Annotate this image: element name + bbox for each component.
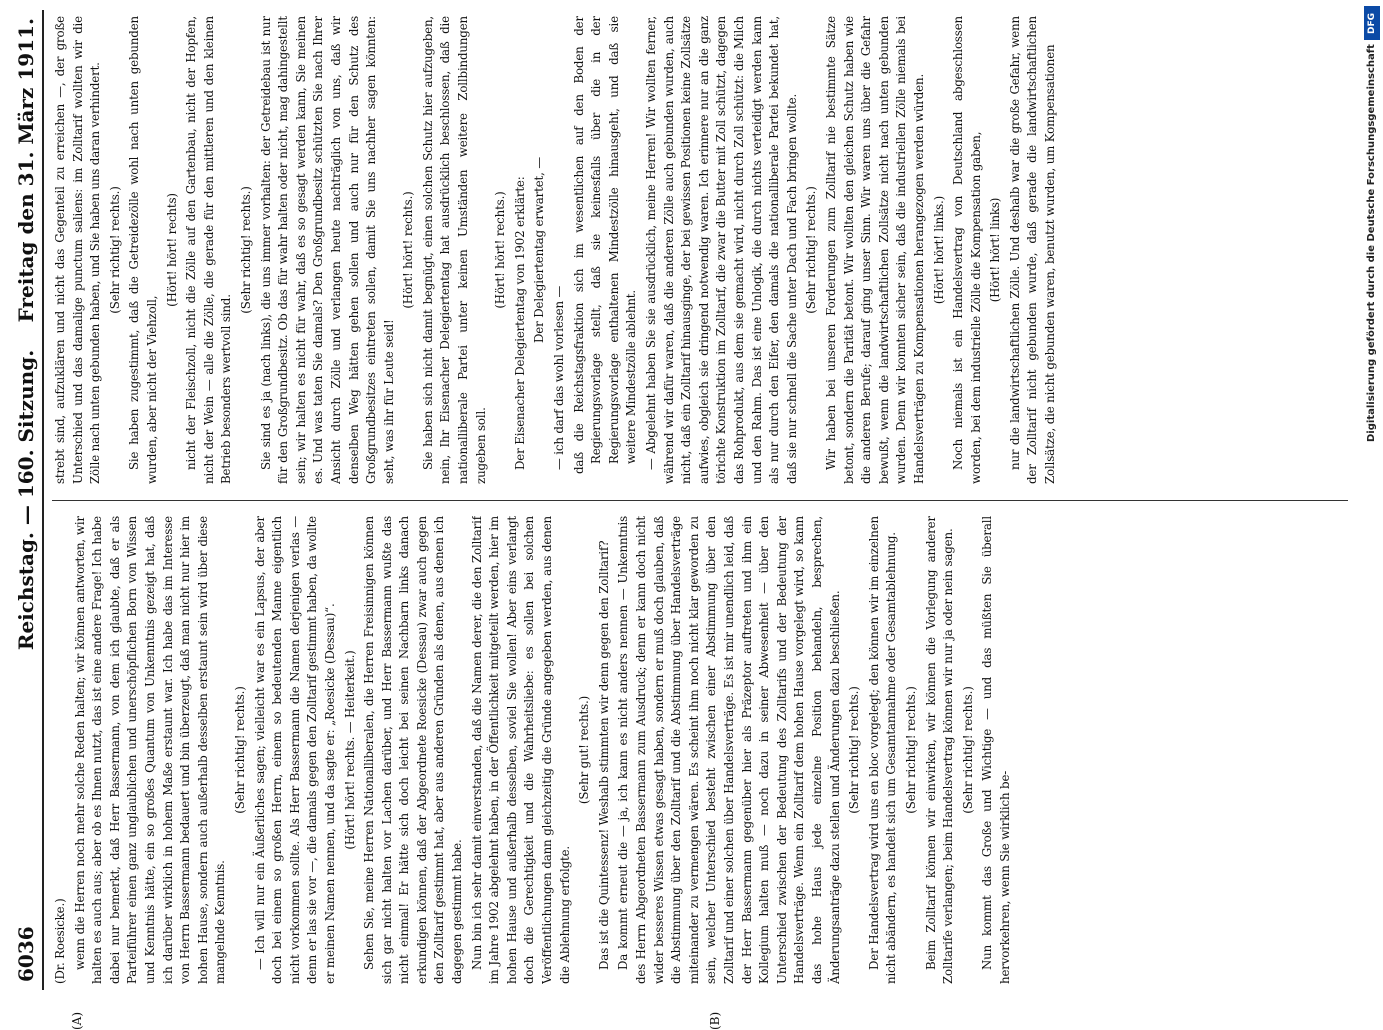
dfg-logo: DFG	[1364, 6, 1380, 40]
paragraph: strebt sind, aufzuklären und nicht das Gegenteil zu erreichen —, der große Unterschied und das damalige punctum saliens: im Zolltarif wollten wir die Zölle nach unten gebunden haben, und Sie haben uns daran verhindert.	[53, 16, 103, 484]
document-page	[8, 10, 1368, 1030]
paragraph: Das ist die Quintessenz! Weshalb stimmten wir denn gegen den Zolltarif?	[596, 540, 611, 970]
paragraph: (Dr. Roesicke.)	[53, 898, 67, 984]
interjection: (Hört! hört! links.)	[931, 195, 946, 305]
column-divider	[52, 500, 1348, 501]
paragraph: — Ich will nur ein Äußerliches sagen; vielleicht war es ein Lapsus, der aber doch bei einem so großen Herrn, einem so bedeutenden Manne eigentlich nicht vorkommen sollte. Als Herr Bassermann die Namen derjenigen verlas — denn er las sie vor —, die damals gegen den Zolltarif gestimmt haben, da wollte er meinen Namen nennen, und da sagte er: „Roesicke (Dessau)“.	[252, 516, 337, 984]
paragraph: — Abgelehnt haben Sie sie ausdrücklich, meine Herren! Wir wollten ferner, während wir dafür waren, daß die anderen Zölle auch gebunden wurden, auch nicht, daß ein Zolltarif hinausginge, der bei gewissen Positionen keine Zollsätze aufwies, obgleich sie dringend notwendig waren. Ich erinnere nur an die ganz törichte Konstruktion im Zolltarif, die zwar die Butter mit Zoll schützt, dagegen das Rohprodukt, aus dem sie gemacht wird, nicht durch Zoll schützt: die Milch und den Rahm. Das ist eine Unlogik, die durch nichts verteidigt werden kann als nur durch den Eifer, den damals die nationalliberale Partei bekundet hat, daß sie nur schnell die Sache unter Dach und Fach bringen wollte.	[644, 16, 799, 484]
interjection: (Hört! hört! rechts.)	[493, 191, 508, 309]
paragraph: Nun kommt das Große und Wichtige — und das müßten Sie überall hervorkehren, wenn Sie wirklich be-	[980, 516, 1012, 984]
paragraph: Sie haben sich nicht damit begnügt, einen solchen Schutz hier aufzugeben, nein, Ihr Eisenacher Delegiertentag hat ausdrücklich beschlossen, daß die nationalliberale Partei unter keinen Umständen weitere Zollbindungen zugeben soll.	[420, 16, 488, 484]
paragraph: daß die Reichstagsfraktion sich im wesentlichen auf den Boden der Regierungsvorlage stellt, daß sie keinesfalls über die in der Regierungsvorlage enthaltenen Mindestzölle hinausgeht, und daß sie weitere Mindestzölle ablehnt.	[571, 16, 639, 474]
paragraph: Noch niemals ist ein Handelsvertrag von Deutschland abgeschlossen worden, bei dem industrielle Zölle die Kompensation gaben,	[951, 16, 983, 484]
digitization-note: Digitalisierung gefördert durch die Deutsche Forschungsgemeinschaft	[1366, 44, 1377, 442]
interjection: (Sehr richtig! rechts.)	[847, 686, 862, 814]
interjection: (Sehr richtig! rechts.)	[107, 186, 122, 314]
paragraph: Wir haben bei unseren Forderungen zum Zolltarif nie bestimmte Sätze betont, sondern die Parität betont. Wir wollten den gleichen Schutz haben wie die anderen Berufe; darauf ging unser Sinn. Wir waren uns über die Gefahr bewußt, wenn die landwirtschaftlichen Zollsätze nicht nach unten gebunden wurden. Denn wir konnten sicher sein, daß die industriellen Zölle niemals bei Handelsverträgen zu Kompensationen herangezogen werden würden.	[823, 16, 926, 484]
running-head	[12, 10, 44, 990]
interjection: Der Delegiertentag erwartet, —	[532, 157, 547, 344]
paragraph: Sie sind es ja (nach links), die uns immer vorhalten: der Getreidebau ist nur für den Großgrundbesitz. Ob das für wahr halten oder nicht, mag dahingestellt sein; wir halten es nicht für wahr, daß es so gesagt werden kann, Sie meinen es. Und was taten Sie damals? Den Großgrundbesitz schützten Sie nach Ihrer Ansicht durch Zölle und verlangen heute nachträglich von uns, daß wir denselben Weg hätten gehen sollen und auch nur für den Schutz des Großgrundbesitzes eintreten sollen, damit Sie uns nachher sagen könnten: seht, was ihr für Leute seid!	[258, 16, 396, 484]
page-date: Freitag den 31. März 1911.	[14, 18, 38, 323]
interjection: (Hört! hört! links)	[988, 197, 1003, 303]
paragraph: nicht der Fleischzoll, nicht die Zölle auf den Gartenbau, nicht der Hopfen, nicht der Wein — alle die Zölle, die gerade für den mittleren und den kleinen Betrieb besonders wertvoll sind.	[184, 16, 234, 484]
margin-marker-a: (A)	[70, 1011, 84, 1030]
interjection: (Sehr richtig! rechts.)	[238, 186, 253, 314]
right-text-column	[52, 16, 1352, 484]
interjection: (Hört! hört! rechts)	[164, 193, 179, 307]
page-number: 6036	[14, 926, 38, 982]
interjection: (Sehr richtig! rechts.)	[960, 686, 975, 814]
paragraph: Sie haben zugestimmt, daß die Getreidezölle wohl nach unten gebunden wurden, aber nicht der Viehzoll,	[127, 16, 159, 484]
interjection: (Sehr gut! rechts.)	[577, 695, 592, 805]
page-title: Reichstag. — 160. Sitzung.	[14, 349, 38, 651]
interjection: (Sehr richtig! rechts.)	[903, 686, 918, 814]
paragraph: Beim Zolltarif können wir einwirken, wir können die Vorlegung anderer Zolltarife verlangen; beim Handelsvertrag können wir nur ja oder nein sagen.	[923, 516, 956, 984]
margin-marker-b: (B)	[708, 1011, 722, 1030]
paragraph: wenn die Herren noch mehr solche Reden halten; wir können antworten, wir halten es auch aus; aber ob es Ihnen nutzt, das ist eine andere Frage! Ich habe dabei nur bemerkt, daß Herr Bassermann, von dem ich glaubte, daß er als Parteiführer einen ganz unglaublichen und unerschöpflichen Born von Wissen und Kenntnis hätte, ein so großes Quantum von Unkenntnis gezeigt hat, daß ich darüber wirklich in hohem Maße erstaunt war. Ich habe das im Interesse von Herrn Bassermann bedauert und bin überzeugt, daß man nicht nur hier im hohen Hause, sondern auch außerhalb desselben erstaunt sein wird über diese mangelnde Kenntnis.	[72, 516, 228, 984]
paragraph: Da kommt erneut die — ja, ich kann es nicht anders nennen — Unkenntnis des Herrn Abgeordneten Bassermann zum Ausdruck; denn er kann doch nicht wider besseres Wissen etwas gesagt haben, sondern er muß doch glauben, daß die Abstimmung über den Zolltarif und die Abstimmung über Handelsverträge miteinander zu vermengen wären. Es scheint ihm noch nicht klar geworden zu sein, welcher Unterschied besteht zwischen einer Abstimmung über den Zolltarif und einer solchen über Handelsverträge. Es ist mir unendlich leid, daß der Herr Bassermann gegenüber hier als Präzeptor auftreten und ihm ein Kollegium halten muß — noch dazu in seiner Abwesenheit — über den Unterschied zwischen der Bedeutung des Zolltarifs und der Bedeutung der Handelsverträge. Wenn ein Zolltarif dem hohen Hause vorgelegt wird, so kann das hohe Haus jede einzelne Position behandeln, besprechen, Änderungsanträge dazu stellen und Änderungen dazu beschließen.	[616, 516, 842, 984]
paragraph: — ich darf das wohl vorlesen —	[552, 285, 567, 470]
interjection: (Hört! hört! rechts.)	[401, 191, 416, 309]
paragraph: nur die landwirtschaftlichen Zölle. Und deshalb war die große Gefahr, wenn der Zolltarif nicht gebunden wurde, daß gerade die landwirtschaftlichen Zollsätze, die nicht gebunden waren, benutzt wurden, um Kompensationen	[1007, 16, 1058, 484]
interjection: (Sehr richtig! rechts.)	[232, 686, 247, 814]
paragraph: Der Handelsvertrag wird uns en bloc vorgelegt; den können wir im einzelnen nicht abändern, es handelt sich um Gesamtannahme oder Gesamtablehnung.	[866, 516, 899, 984]
paragraph: Nun bin ich sehr damit einverstanden, daß die Namen derer, die den Zolltarif im Jahre 1902 abgelehnt haben, in der Öffentlichkeit mitgeteilt werden, hier im hohen Hause und außerhalb desselben, soviel Sie wollen! Aber eins verlangt doch die Gerechtigkeit und die Wahrheitsliebe: es sollen bei solchen Veröffentlichungen dann gleichzeitig die Gründe angegeben werden, aus denen die Ablehnung erfolgte.	[469, 516, 572, 984]
paragraph: Der Eisenacher Delegiertentag von 1902 erklärte:	[512, 176, 527, 470]
interjection: (Sehr richtig! rechts.)	[804, 186, 819, 314]
left-text-column	[52, 516, 1352, 984]
paragraph: Sehen Sie, meine Herren Nationalliberalen, die Herren Freisinnigen können sich gar nicht halten vor Lachen darüber, und Herr Bassermann wußte das nicht einmal! Er hätte sich doch leicht bei seinen Nachbarn links danach erkundigen können, daß der Abgeordnete Roesicke (Dessau) zwar auch gegen den Zolltarif gestimmt hat, aber aus anderen Gründen als denen, aus denen ich dagegen gestimmt habe.	[362, 516, 465, 984]
interjection: (Hört! hört! rechts. — Heiterkeit.)	[342, 650, 357, 850]
